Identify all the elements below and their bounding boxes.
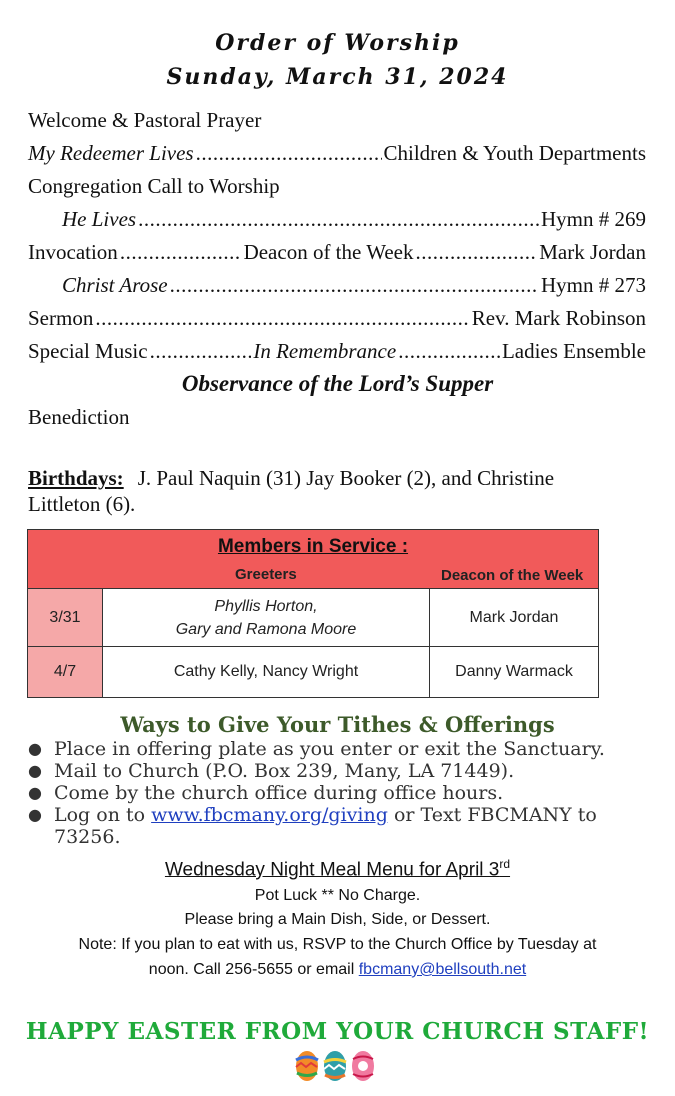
invocation-mid: Deacon of the Week [243,240,414,264]
order-special-music [28,339,646,369]
christ-arose-title: Christ Arose [62,273,168,297]
table-row [28,647,599,698]
easter-greeting: HAPPY EASTER FROM YOUR CHURCH STAFF! [25,1018,650,1045]
members-title: Members in Service : [217,536,409,557]
list-item-text: Come by the church office during office hours. [54,782,504,804]
easter-eggs-icon [293,1048,381,1084]
greeters-cell [103,589,430,647]
special-by: Ladies Ensemble [501,339,646,363]
sermon-by: Rev. Mark Robinson [471,306,646,330]
invocation-name: Mark Jordan [539,240,646,264]
order-welcome [28,108,646,138]
meal-title-text: Wednesday Night Meal Menu for April 3 [164,859,500,881]
ways-to-give-list [26,738,626,848]
leader-dots [398,339,500,364]
deacon-cell: Danny Warmack [430,647,599,698]
welcome-text: Welcome & Pastoral Prayer [28,108,262,132]
note-rsvp: RSVP to the Church Office by Tuesday at [302,936,597,953]
greeters-cell: Cathy Kelly, Nancy Wright [103,647,430,698]
benediction-text: Benediction [28,405,130,429]
invocation-text: Invocation [28,240,118,264]
bullet-icon: ● [28,739,42,758]
he-lives-title: He Lives [62,207,137,231]
service-date-cell: 3/31 [28,589,103,647]
meal-note [0,936,675,954]
giving-link[interactable]: www.fbcmany.org/giving [151,804,388,826]
greeters-column-header: Greeters [235,566,297,583]
list-item-text: Place in offering plate as you enter or exit the Sanctuary. [54,738,605,760]
list-item-text: Mail to Church (P.O. Box 239, Many, LA 71449). [54,760,515,782]
order-christ-arose [62,273,646,303]
list-item [26,782,626,804]
teal-egg-icon [324,1051,346,1081]
order-he-lives [62,207,646,237]
order-invocation [28,240,646,270]
leader-dots [170,273,539,298]
greeters-line: Gary and Ramona Moore [175,620,357,638]
birthdays-label: Birthdays: [28,466,124,490]
deacon-column-header: Deacon of the Week [441,567,584,584]
order-redeemer [28,141,646,171]
meal-note-contact [0,961,675,979]
note-call: Call 256-5655 or email [193,961,355,978]
leader-dots [196,141,382,166]
members-in-service-table [27,529,599,698]
birthdays-text: J. Paul Naquin (31) Jay Booker (2), and Christine Littleton (6). [28,466,555,516]
pink-egg-icon [352,1051,374,1081]
note-noon: noon. [148,961,189,978]
leader-dots [95,306,469,331]
list-item [26,804,626,848]
bullet-icon: ● [28,805,42,824]
birthdays [28,465,628,517]
special-text: Special Music [28,339,148,363]
deacon-cell: Mark Jordan [430,589,599,647]
leader-dots [150,339,252,364]
redeemer-title: My Redeemer Lives [28,141,194,165]
note-text: Note: If you plan to eat with us, [78,936,299,953]
greeters-line: Phyllis Horton, [214,597,318,615]
christ-arose-hymn: Hymn # 273 [541,273,646,297]
meal-line-potluck: Pot Luck ** No Charge. [254,887,421,904]
bullet-icon: ● [28,761,42,780]
table-row [28,589,599,647]
order-call [28,174,646,204]
sermon-text: Sermon [28,306,94,330]
meal-line-bring: Please bring a Main Dish, Side, or Dessert. [184,911,491,928]
list-item-text: Log on to [54,804,146,826]
meal-menu-heading [0,857,675,881]
service-date-cell: 4/7 [28,647,103,698]
observance-heading: Observance of the Lord’s Supper [181,371,494,396]
he-lives-hymn: Hymn # 269 [541,207,646,231]
orange-egg-icon [296,1051,318,1081]
bullet-icon: ● [28,783,42,802]
list-item-text: or Text FBCMANY to 73256. [54,804,597,848]
list-item [26,760,626,782]
list-item [26,738,626,760]
leader-dots [120,240,242,265]
call-text: Congregation Call to Worship [28,174,280,198]
page-title: Order of Worship [215,30,460,56]
leader-dots [138,207,539,232]
order-sermon [28,306,646,336]
service-date: Sunday, March 31, 2024 [166,64,509,90]
email-link[interactable]: fbcmany@bellsouth.net [358,961,527,978]
members-table-header [28,530,599,589]
leader-dots [416,240,538,265]
redeemer-by: Children & Youth Departments [383,141,646,165]
ways-to-give-heading: Ways to Give Your Tithes & Offerings [120,712,555,737]
meal-title-sup: rd [499,857,511,871]
special-title: In Remembrance [253,339,397,363]
